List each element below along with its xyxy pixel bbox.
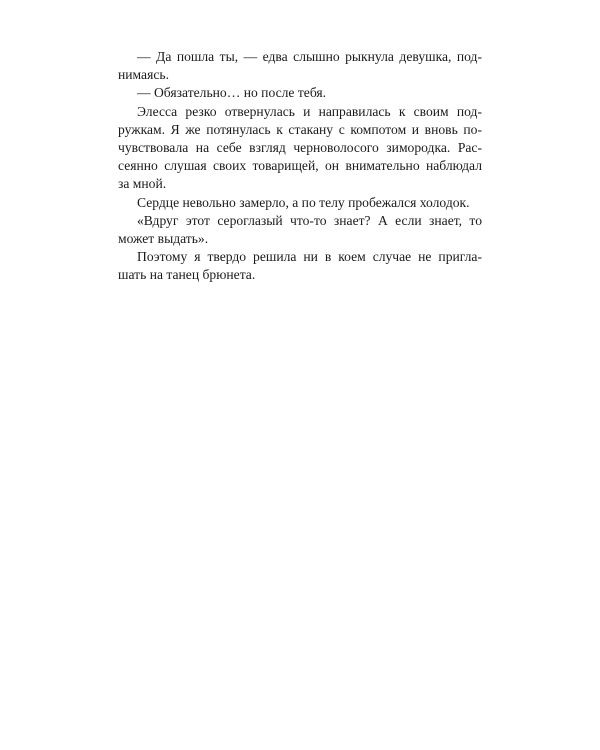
text-line: сеянно слушая своих товарищей, он внимательно наблюдал — [118, 158, 482, 174]
text-line: шать на танец брюнета. — [118, 267, 256, 283]
paragraph-1 — [118, 48, 482, 84]
text-line: за мной. — [118, 176, 167, 192]
text-line: «Вдруг этот сероглазый что-то знает? А если знает, то — [137, 212, 482, 228]
text-line: — Обязательно… но после тебя. — [137, 85, 327, 101]
paragraph-2 — [118, 84, 482, 102]
text-line: — Да пошла ты, — едва слышно рыкнула девушка, под- — [137, 49, 482, 64]
text-line: нимаясь. — [118, 67, 169, 83]
text-line: Сердце невольно замерло, а по телу пробежался холодок. — [137, 194, 470, 210]
paragraph-3 — [118, 103, 482, 194]
text-line: может выдать». — [118, 231, 209, 247]
text-line: чувствовала на себе взгляд черноволосого зимородка. Рас- — [118, 140, 482, 156]
paragraph-4 — [118, 194, 482, 212]
text-line: Элесса резко отвернулась и направилась к своим под- — [137, 103, 482, 119]
paragraph-6 — [118, 248, 482, 284]
paragraph-5 — [118, 212, 482, 248]
body-text — [118, 48, 482, 285]
text-line: Поэтому я твердо решила ни в коем случае не пригла- — [137, 249, 482, 265]
text-line: ружкам. Я же потянулась к стакану с компотом и вновь по- — [118, 121, 482, 137]
